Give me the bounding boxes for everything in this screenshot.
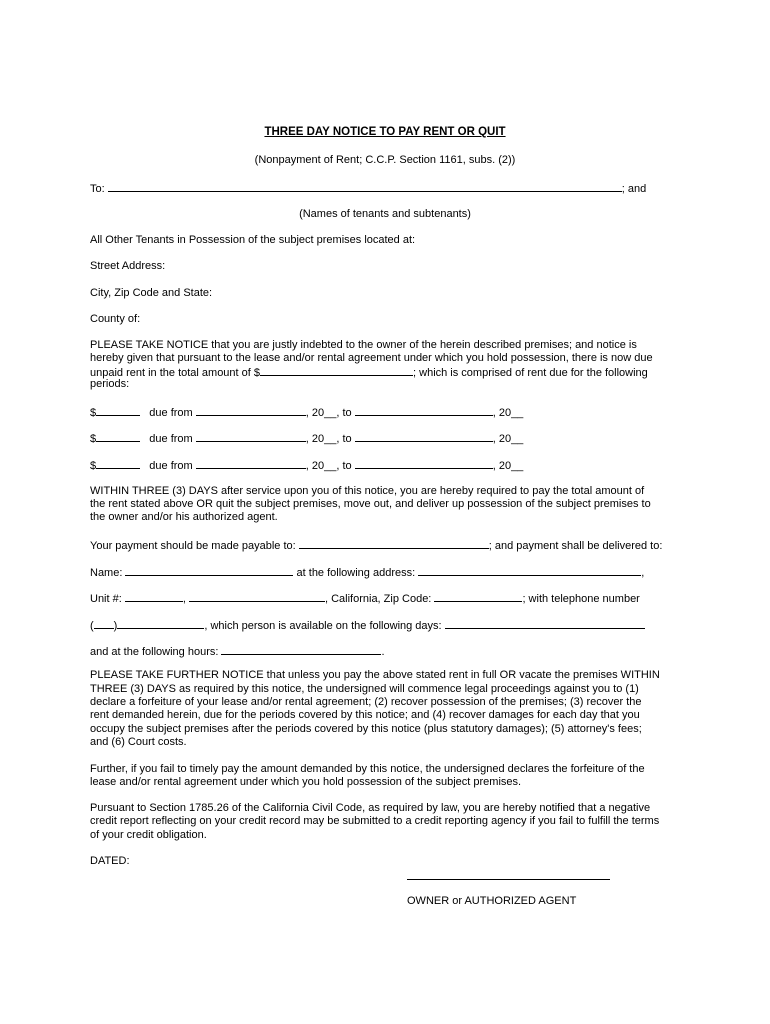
further-line-4: rent demanded herein, due for the periods covered by this notice; and (4) recover damages for each day that you [90, 709, 640, 721]
within-line-3: the owner and/or his authorized agent. [90, 511, 278, 523]
dollar-sign: $ [90, 407, 97, 419]
hours-period: . [381, 646, 385, 658]
address-label: at the following address: [296, 567, 416, 579]
zip-field[interactable] [434, 591, 522, 602]
period-3-amount-field[interactable] [96, 458, 140, 469]
period-row-3 [90, 458, 681, 474]
year-to-label: , 20__, to [305, 460, 352, 472]
further-line-5: occupy the subject premises after the periods covered by this notice (plus statutory damages); (5) attorney's fees; [90, 723, 642, 735]
delivered-to-label: ; and payment shall be delivered to: [488, 540, 663, 552]
further-line-6: and (6) Court costs. [90, 736, 187, 748]
payable-to-label: Your payment should be made payable to: [90, 540, 296, 552]
hours-field[interactable] [221, 644, 381, 655]
within-line-2: the rent stated above OR quit the subject premises, move out, and deliver up possession of the subject premises to [90, 498, 651, 510]
pursuant-line-1: Pursuant to Section 1785.26 of the California Civil Code, as required by law, you are hereby notified that a negative [90, 802, 651, 814]
dated-label: DATED: [90, 855, 130, 867]
address-field[interactable] [418, 565, 641, 576]
year-end-label: , 20__ [492, 460, 524, 472]
signature-field[interactable] [407, 879, 610, 880]
notice-line-2: hereby given that pursuant to the lease and/or rental agreement under which you hold possession, there is now due [90, 352, 653, 364]
year-end-label: , 20__ [492, 407, 524, 419]
further-line-3: declare a forfeiture of your lease and/or rental agreement; (2) recover possession of the premises; (3) recover the [90, 696, 642, 708]
payable-to-field[interactable] [299, 538, 489, 549]
tenant-names-field[interactable] [108, 181, 622, 192]
year-to-label: , 20__, to [305, 407, 352, 419]
unit-city-field[interactable] [189, 591, 325, 602]
notice-line-3-end: ; which is comprised of rent due for the following [413, 367, 648, 379]
name-field[interactable] [125, 565, 293, 576]
period-3-to-field[interactable] [355, 458, 493, 469]
county-label: County of: [90, 313, 141, 325]
period-row-1 [90, 405, 681, 421]
period-2-from-field[interactable] [196, 431, 306, 442]
unit-comma: , [182, 593, 186, 605]
year-end-label: , 20__ [492, 433, 524, 445]
payment-row [90, 538, 681, 554]
signature-label: OWNER or AUTHORIZED AGENT [407, 895, 577, 907]
hours-row [90, 644, 681, 660]
unit-field[interactable] [125, 591, 183, 602]
total-amount-field[interactable] [260, 365, 413, 376]
fail-line-2: lease and/or rental agreement under which you hold possession of the subject premises. [90, 776, 522, 788]
street-address-label: Street Address: [90, 260, 166, 272]
to-suffix: ; and [621, 183, 647, 195]
available-days-label: , which person is available on the following days: [204, 620, 442, 632]
period-1-to-field[interactable] [355, 405, 493, 416]
within-line-1: WITHIN THREE (3) DAYS after service upon you of this notice, you are hereby required to pay the total amount of [90, 485, 645, 497]
period-2-to-field[interactable] [355, 431, 493, 442]
hours-label: and at the following hours: [90, 646, 219, 658]
document-title: THREE DAY NOTICE TO PAY RENT OR QUIT [264, 126, 506, 138]
name-row [90, 565, 681, 581]
document-subtitle: (Nonpayment of Rent; C.C.P. Section 1161, subs. (2)) [254, 154, 516, 166]
name-label: Name: [90, 567, 123, 579]
period-1-from-field[interactable] [196, 405, 306, 416]
telephone-label: ; with telephone number [522, 593, 640, 605]
zip-label: , California, Zip Code: [324, 593, 432, 605]
phone-row [90, 618, 681, 634]
pursuant-line-2: credit report reflecting on your credit record may be submitted to a credit reporting agency if you fail to fulfill the terms [90, 815, 660, 827]
due-from-label: due from [149, 433, 193, 445]
pursuant-line-3: of your credit obligation. [90, 829, 207, 841]
area-code-close: ) [113, 620, 118, 632]
further-line-2: THREE (3) DAYS as required by this notice, the undersigned will commence legal proceedings against you to (1) [90, 683, 639, 695]
dollar-sign: $ [90, 433, 97, 445]
notice-line-1: PLEASE TAKE NOTICE that you are justly indebted to the owner of the herein described premises; and notice is [90, 339, 637, 351]
to-label: To: [90, 183, 105, 195]
period-2-amount-field[interactable] [96, 431, 140, 442]
fail-line-1: Further, if you fail to timely pay the amount demanded by this notice, the undersigned declares the forfeiture of the [90, 763, 645, 775]
year-to-label: , 20__, to [305, 433, 352, 445]
dollar-sign: $ [90, 460, 97, 472]
total-amount-label: unpaid rent in the total amount of $ [90, 367, 261, 379]
all-other-tenants: All Other Tenants in Possession of the subject premises located at: [90, 234, 416, 246]
due-from-label: due from [149, 460, 193, 472]
area-code-field[interactable] [94, 618, 114, 629]
unit-row [90, 591, 681, 607]
unit-label: Unit #: [90, 593, 122, 605]
period-row-2 [90, 431, 681, 447]
further-line-1: PLEASE TAKE FURTHER NOTICE that unless you pay the above stated rent in full OR vacate the premises WITHIN [90, 669, 660, 681]
names-caption: (Names of tenants and subtenants) [299, 208, 471, 220]
city-zip-state-label: City, Zip Code and State: [90, 287, 213, 299]
address-comma: , [641, 567, 645, 579]
due-from-label: due from [149, 407, 193, 419]
available-days-field[interactable] [445, 618, 645, 629]
period-3-from-field[interactable] [196, 458, 306, 469]
area-code-open: ( [90, 620, 94, 632]
to-row [90, 181, 681, 197]
period-1-amount-field[interactable] [96, 405, 140, 416]
phone-number-field[interactable] [117, 618, 204, 629]
notice-line-4: periods: [90, 378, 130, 390]
